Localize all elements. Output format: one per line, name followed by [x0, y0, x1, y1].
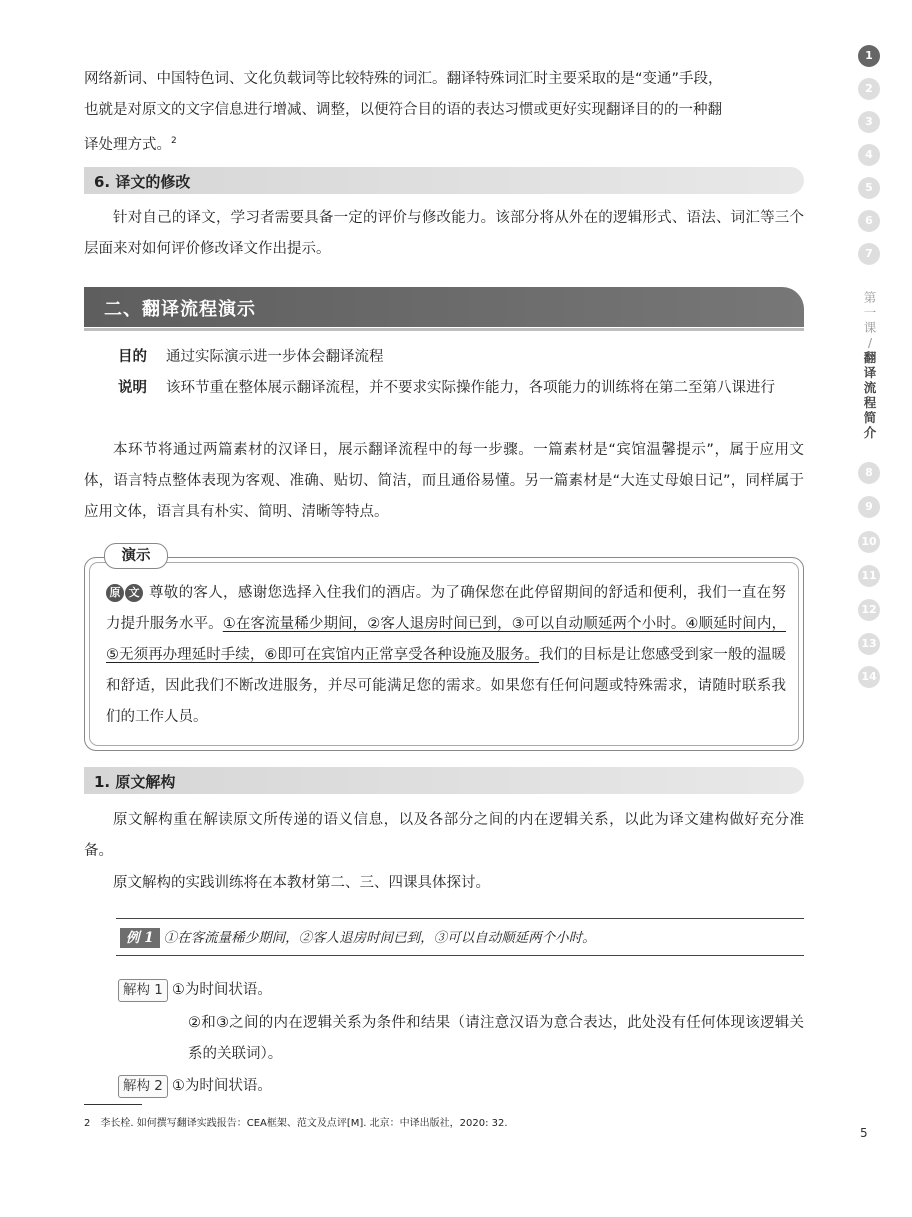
lesson-nav-14[interactable]: 14 — [858, 666, 880, 688]
example-bottom-rule — [116, 955, 804, 956]
lesson-side-label-divider: / — [867, 335, 873, 350]
demo-text-b: 我们的目标是让您感受到家一般的温暖和舒适，因此我们不断改进服务，并尽可能满足您的需求。如果您有任何问题或特殊需求，请随时联系我们的工作人员。 — [106, 647, 787, 725]
lesson-side-label — [862, 290, 878, 440]
demo-text-a: 尊敬的客人，感谢您选择入住我们的酒店。为了确保您在此停留期间的舒适和便利，我们一直在努力提升服务水平。 — [106, 585, 787, 632]
lesson-nav-2[interactable]: 2 — [858, 78, 880, 100]
footnote-rule — [84, 1104, 142, 1105]
page-number: 5 — [860, 1126, 868, 1140]
jiegou2-line1: ①为时间状语。 — [171, 1078, 272, 1094]
footnote: 2 李长栓. 如何撰写翻译实践报告：CEA框架、范文及点评[M]. 北京：中译出版社，2020: 32. — [84, 1118, 508, 1129]
lesson-side-label-bottom: 翻译流程简介 — [863, 350, 877, 440]
jiegou2-row — [118, 1071, 272, 1102]
note-label: 说明 — [118, 380, 147, 396]
section6-body: 针对自己的译文，学习者需要具备一定的评价与修改能力。该部分将从外在的逻辑形式、语法、词汇等三个层面来对如何评价修改译文作出提示。 — [84, 210, 804, 257]
jiegou1-row — [118, 975, 272, 1006]
example-text: ①在客流量稀少期间，②客人退房时间已到，③可以自动顺延两个小时。 — [163, 930, 596, 946]
lesson-nav-8[interactable]: 8 — [858, 462, 880, 484]
lesson-nav-9[interactable]: 9 — [858, 496, 880, 518]
section6-title: 6. 译文的修改 — [94, 173, 191, 191]
purpose-row — [118, 342, 384, 373]
lesson-nav-11[interactable]: 11 — [858, 565, 880, 587]
jiegou2-tag: 解构 2 — [118, 1075, 168, 1098]
section1-p1: 原文解构重在解读原文所传递的语义信息，以及各部分之间的内在逻辑关系，以此为译文建构做好充分准备。 — [84, 812, 804, 859]
lesson-nav-4[interactable]: 4 — [858, 144, 880, 166]
note-text: 该环节重在整体展示翻译流程，并不要求实际操作能力，各项能力的训练将在第二至第八课进行 — [166, 380, 775, 396]
demo-source-text — [106, 578, 786, 733]
source-badge-2: 文 — [125, 584, 143, 602]
section1-bar — [84, 767, 804, 794]
example-1 — [120, 926, 596, 948]
lesson-nav-5[interactable]: 5 — [858, 177, 880, 199]
note-row — [118, 373, 808, 435]
section-heading-title: 二、翻译流程演示 — [104, 299, 256, 320]
section6-bar — [84, 167, 804, 194]
source-badge-1: 原 — [106, 584, 124, 602]
demo-text-underlined-2: ④顺延时间内，⑤无须再办理延时手续，⑥即可在宾馆内正常享受各种设施及服务。 — [106, 616, 787, 663]
jiegou1-line1: ①为时间状语。 — [171, 982, 272, 998]
paragraph-top — [84, 64, 804, 161]
paragraph-top-line3 — [84, 126, 804, 161]
paragraph-top-line1: 网络新词、中国特色词、文化负载词等比较特殊的词汇。翻译特殊词汇时主要采取的是“变通”手段， — [84, 71, 723, 87]
intro-paragraph: 本环节将通过两篇素材的汉译日，展示翻译流程中的每一步骤。一篇素材是“宾馆温馨提示”，属于应用文体，语言特点整体表现为客观、准确、贴切、简洁，而且通俗易懂。另一篇素材是“大连丈母娘日记”，同样属于应用文体，语言具有朴实、简明、清晰等特点。 — [84, 442, 804, 520]
lesson-nav-13[interactable]: 13 — [858, 633, 880, 655]
paragraph-top-line3-text: 译处理方式。 — [84, 136, 171, 153]
lesson-side-label-top: 第一课 — [863, 290, 877, 335]
demo-tag: 演示 — [104, 543, 168, 569]
footnote-ref[interactable]: 2 — [171, 136, 177, 146]
paragraph-top-line2: 也就是对原文的文字信息进行增减、调整，以便符合目的语的表达习惯或更好实现翻译目的的一种翻 — [84, 102, 722, 118]
example-top-rule — [116, 918, 804, 919]
lesson-nav-6[interactable]: 6 — [858, 210, 880, 232]
lesson-nav-1[interactable]: 1 — [858, 45, 880, 67]
purpose-label: 目的 — [118, 349, 147, 365]
jiegou1-tag: 解构 1 — [118, 979, 168, 1002]
example-tag: 例 1 — [120, 928, 160, 948]
purpose-text: 通过实际演示进一步体会翻译流程 — [166, 349, 384, 365]
section1-p2: 原文解构的实践训练将在本教材第二、三、四课具体探讨。 — [113, 875, 490, 891]
lesson-nav-7[interactable]: 7 — [858, 243, 880, 265]
jiegou1-line2: ②和③之间的内在逻辑关系为条件和结果（请注意汉语为意合表达，此处没有任何体现该逻辑关系的关联词）。 — [188, 1015, 804, 1062]
lesson-nav-12[interactable]: 12 — [858, 599, 880, 621]
lesson-nav-10[interactable]: 10 — [858, 531, 880, 553]
section1-title: 1. 原文解构 — [94, 773, 176, 791]
lesson-nav-3[interactable]: 3 — [858, 111, 880, 133]
demo-text-underlined-1: ①在客流量稀少期间，②客人退房时间已到，③可以自动顺延两个小时。 — [222, 616, 686, 632]
section-heading-demo — [84, 287, 804, 327]
